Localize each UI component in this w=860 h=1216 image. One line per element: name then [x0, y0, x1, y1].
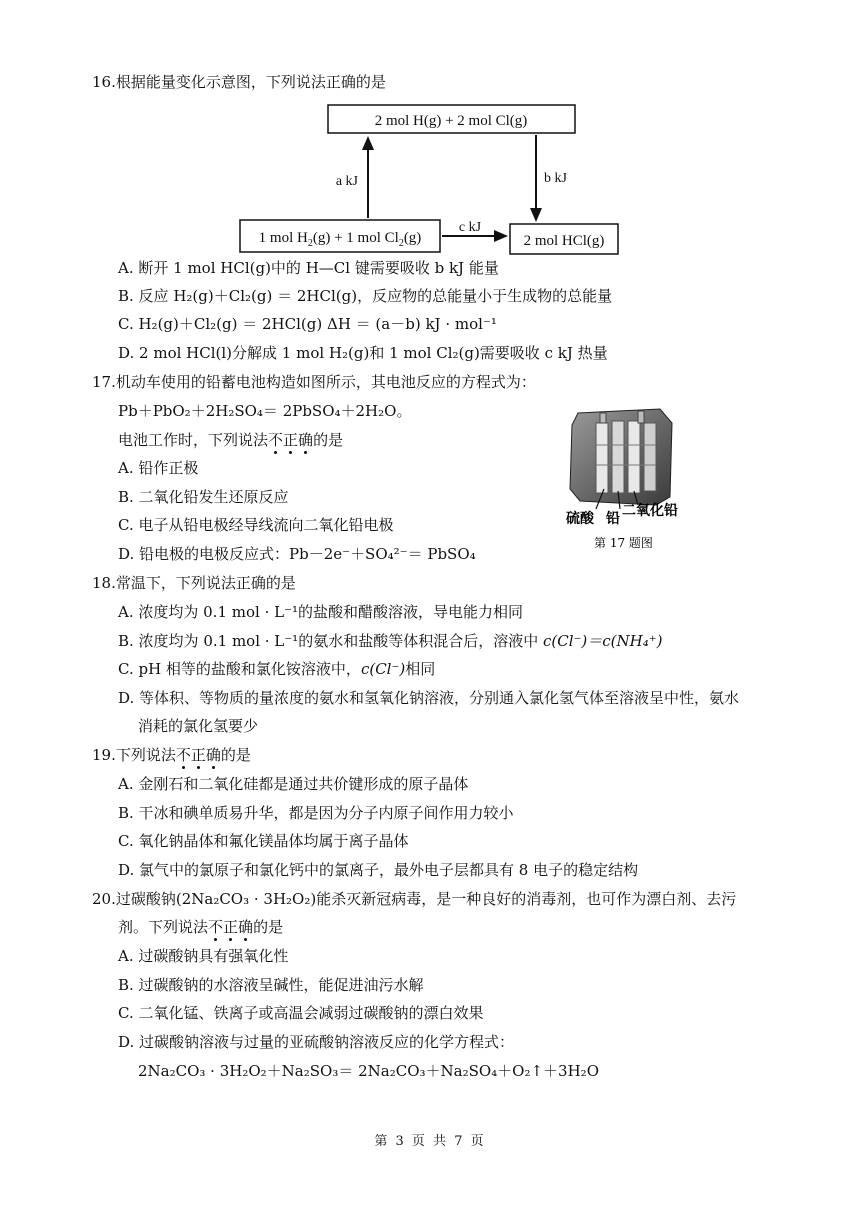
emphasis-mark: 不正确: [175, 746, 221, 764]
q20-option-a: A. 过碳酸钠具有强氧化性: [118, 947, 289, 965]
label-acid: 硫酸: [566, 511, 594, 527]
battery-figure: [560, 405, 690, 555]
q20-option-b: B. 过碳酸钠的水溶液呈碱性，能促进油污水解: [118, 976, 424, 994]
label-lead: 铅: [606, 511, 620, 527]
q18-option-b: B. 浓度均为 0.1 mol · L⁻¹的氨水和盐酸等体积混合后，溶液中 c(Cl⁻)＝c(NH₄⁺): [118, 632, 663, 650]
page-number: 第 3 页 共 7 页: [374, 1134, 486, 1149]
emphasis-mark: 不正确: [208, 918, 254, 936]
q18-option-d-line2: 消耗的氯化氢要少: [138, 717, 259, 735]
battery-illustration: [560, 405, 690, 555]
q19-option-d: D. 氯气中的氯原子和氯化钙中的氯离子，最外电子层都具有 8 电子的稳定结构: [118, 861, 639, 879]
label-pbo2: 二氧化铅: [622, 503, 678, 519]
q18-option-d-line1: D. 等体积、等物质的量浓度的氨水和氢氧化钠溶液，分别通入氯化氢气体至溶液呈中性，氨水: [118, 689, 740, 707]
q17-ask: 电池工作时，下列说法不正确的是: [118, 431, 344, 449]
q19-option-a: A. 金刚石和二氧化硅都是通过共价键形成的原子晶体: [118, 775, 469, 793]
q18-stem: 18.常温下，下列说法正确的是: [92, 574, 296, 592]
q17-equation: Pb＋PbO₂＋2H₂SO₄＝ 2PbSO₄＋2H₂O。: [118, 402, 412, 420]
arrow-b-head: [530, 208, 542, 222]
plate-2: [612, 421, 624, 493]
figure-caption: 第 17 题图: [594, 536, 653, 550]
q19-stem: 19.下列说法不正确的是: [92, 746, 251, 764]
q20-option-d: D. 过碳酸钠溶液与过量的亚硫酸钠溶液反应的化学方程式：: [118, 1033, 515, 1051]
q16-stem: 16.根据能量变化示意图，下列说法正确的是: [92, 73, 386, 91]
energy-diagram: [230, 100, 630, 260]
q20-option-d-equation: 2Na₂CO₃ · 3H₂O₂＋Na₂SO₃＝ 2Na₂CO₃＋Na₂SO₄＋O₂↑＋3H₂O: [138, 1062, 599, 1080]
q18-option-a: A. 浓度均为 0.1 mol · L⁻¹的盐酸和醋酸溶液，导电能力相同: [118, 603, 524, 621]
emphasis-mark: 不正确: [268, 431, 314, 449]
label-a: a kJ: [335, 174, 358, 189]
label-b: b kJ: [544, 171, 567, 186]
q17-option-b: B. 二氧化铅发生还原反应: [118, 488, 289, 506]
q19-option-c: C. 氧化钠晶体和氟化镁晶体均属于离子晶体: [118, 832, 409, 850]
q18-option-c: C. pH 相等的盐酸和氯化铵溶液中，c(Cl⁻)相同: [118, 660, 436, 678]
q16-option-a: A. 断开 1 mol HCl(g)中的 H—Cl 键需要吸收 b kJ 能量: [118, 259, 499, 277]
label-c: c kJ: [458, 220, 482, 235]
products-label: 2 mol HCl(g): [523, 233, 605, 249]
reactants-label: 1 mol $H_2(g) + 1$ mol $Cl_2(g)$: [258, 230, 422, 249]
q20-stem-line1: 20.过碳酸钠(2Na₂CO₃ · 3H₂O₂)能杀灭新冠病毒，是一种良好的消毒剂，也可作为漂白剂、去污: [92, 890, 737, 908]
q20-stem-line2: 剂。下列说法不正确的是: [118, 918, 284, 936]
q16-option-d: D. 2 mol HCl(l)分解成 1 mol H₂(g)和 1 mol Cl₂(g)需要吸收 c kJ 热量: [118, 344, 608, 362]
arrow-c-head: [494, 230, 508, 242]
q17-stem: 17.机动车使用的铅蓄电池构造如图所示，其电池反应的方程式为：: [92, 373, 536, 391]
q17-option-a: A. 铅作正极: [118, 459, 199, 477]
q17-option-d: D. 铅电极的电极反应式：Pb－2e⁻＋SO₄²⁻＝ PbSO₄: [118, 545, 476, 563]
q16-option-c: C. H₂(g)＋Cl₂(g) ＝ 2HCl(g) ΔH ＝ (a－b) kJ · mol⁻¹: [118, 315, 497, 333]
plate-3: [628, 421, 640, 493]
arrow-a-head: [362, 136, 374, 150]
q17-option-c: C. 电子从铅电极经导线流向二氧化铅电极: [118, 516, 394, 534]
q20-option-c: C. 二氧化锰、铁离子或高温会减弱过碳酸钠的漂白效果: [118, 1004, 484, 1022]
q16-option-b: B. 反应 H₂(g)＋Cl₂(g) ＝ 2HCl(g)，反应物的总能量小于生成物的总能量: [118, 287, 613, 305]
plate-1: [596, 423, 608, 493]
top-state-label: 2 mol H(g) + 2 mol Cl(g): [374, 113, 528, 129]
plate-4: [644, 423, 656, 491]
q19-option-b: B. 干冰和碘单质易升华，都是因为分子内原子间作用力较小: [118, 804, 514, 822]
